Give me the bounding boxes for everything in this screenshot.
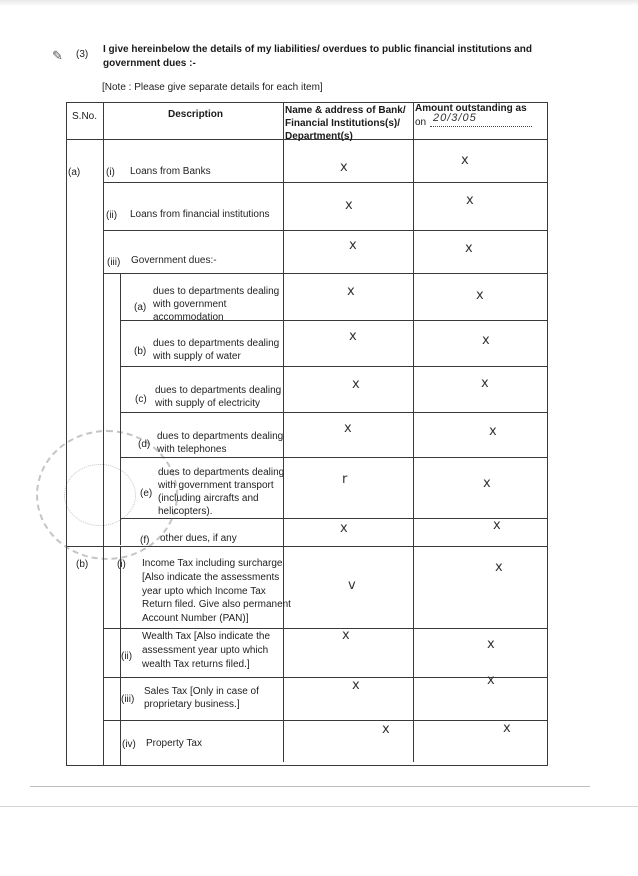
row-a-iii-f-number: (f) bbox=[140, 535, 150, 546]
heading-line1: I give hereinbelow the details of my liabilities/ overdues to public financial institutions and bbox=[103, 44, 532, 55]
row-a-iii-c-desc-line1: dues to departments dealing bbox=[155, 385, 282, 396]
row-b-i-desc-line4: Return filed. Give also permanent bbox=[142, 599, 291, 610]
amount-date-dotted-line bbox=[430, 125, 532, 127]
row-b-iii-amount-mark: x bbox=[487, 673, 495, 688]
row-b-ii-desc-line3: wealth Tax returns filed.] bbox=[142, 659, 250, 670]
row-a-iii-e-desc-line2: with government transport bbox=[158, 480, 274, 491]
row-a-iii-b-number: (b) bbox=[134, 346, 147, 357]
col-header-name-line2: Financial Institutions(s)/ bbox=[285, 118, 401, 129]
row-a-iii-d-number: (d) bbox=[138, 439, 151, 450]
row-a-iii-c-number: (c) bbox=[135, 394, 147, 405]
row-a-iii-c-desc-line2: with supply of electricity bbox=[155, 398, 261, 409]
section-number: (3) bbox=[76, 49, 89, 60]
row-b-ii-name-mark: x bbox=[342, 628, 350, 643]
col-header-amount-on: on bbox=[415, 117, 427, 128]
row-a-iii-number: (iii) bbox=[107, 257, 121, 268]
row-b-iv-number: (iv) bbox=[122, 739, 136, 750]
row-b-iv-amount-mark: x bbox=[503, 721, 511, 736]
row-b-iv-desc: Property Tax bbox=[146, 738, 202, 749]
row-a-i-amount-mark: x bbox=[461, 153, 469, 168]
heading-line2: government dues :- bbox=[103, 58, 196, 69]
row-a-ii-number: (ii) bbox=[106, 210, 118, 221]
row-a-ii-name-mark: x bbox=[345, 198, 353, 213]
row-b-ii-number: (ii) bbox=[121, 651, 133, 662]
section-b-label: (b) bbox=[76, 559, 89, 570]
row-a-iii-c-amount-mark: x bbox=[481, 376, 489, 391]
row-b-iii-desc-line2: proprietary business.] bbox=[144, 699, 240, 710]
row-a-iii-d-desc-line1: dues to departments dealing bbox=[157, 431, 284, 442]
row-a-iii-e-desc-line4: helicopters). bbox=[158, 506, 213, 517]
row-a-i-desc: Loans from Banks bbox=[130, 166, 211, 177]
row-a-iii-f-desc: other dues, if any bbox=[160, 533, 237, 544]
row-b-ii-desc-line1: Wealth Tax [Also indicate the bbox=[142, 631, 271, 642]
row-a-iii-e-amount-mark: x bbox=[483, 476, 491, 491]
row-a-iii-b-name-mark: x bbox=[349, 329, 357, 344]
row-b-iii-number: (iii) bbox=[121, 694, 135, 705]
row-a-iii-b-desc-line2: with supply of water bbox=[153, 351, 241, 362]
row-a-i-number: (i) bbox=[106, 167, 115, 178]
row-a-iii-a-desc-line2: with government bbox=[153, 299, 227, 310]
official-seal-stamp-inner bbox=[64, 464, 136, 526]
row-a-iii-d-name-mark: x bbox=[344, 421, 352, 436]
row-a-ii-amount-mark: x bbox=[466, 193, 474, 208]
row-b-iv-name-mark: x bbox=[382, 722, 390, 737]
row-b-i-desc-line5: Account Number (PAN)] bbox=[142, 613, 249, 624]
pen-mark-icon: ✎ bbox=[52, 48, 63, 63]
row-a-iii-e-desc-line3: (including aircrafts and bbox=[158, 493, 259, 504]
row-a-iii-a-desc-line3: accommodation bbox=[153, 312, 224, 323]
scan-rule bbox=[0, 806, 638, 807]
col-header-name-line1: Name & address of Bank/ bbox=[285, 105, 406, 116]
row-b-i-name-mark: v bbox=[348, 578, 356, 593]
row-b-i-number: (i) bbox=[117, 559, 126, 570]
row-b-i-amount-mark: x bbox=[495, 560, 503, 575]
row-a-iii-a-number: (a) bbox=[134, 302, 147, 313]
row-a-iii-name-mark: x bbox=[349, 238, 357, 253]
col-header-name-line3: Department(s) bbox=[285, 131, 353, 142]
amount-date-handwritten: 20/3/05 bbox=[433, 112, 477, 124]
row-b-i-desc-line2: [Also indicate the assessments bbox=[142, 572, 280, 583]
section-a-label: (a) bbox=[68, 167, 81, 178]
scan-edge bbox=[0, 0, 638, 6]
scan-rule bbox=[30, 786, 590, 787]
col-header-amount-line1: Amount outstanding as bbox=[415, 103, 527, 114]
row-b-iii-name-mark: x bbox=[352, 678, 360, 693]
row-a-iii-e-name-mark: r bbox=[342, 472, 348, 487]
col-header-sno: S.No. bbox=[72, 111, 98, 122]
row-a-iii-e-number: (e) bbox=[140, 488, 153, 499]
col-header-description: Description bbox=[168, 109, 224, 120]
row-a-iii-a-amount-mark: x bbox=[476, 288, 484, 303]
row-a-iii-d-desc-line2: with telephones bbox=[157, 444, 227, 455]
row-a-iii-desc: Government dues:- bbox=[131, 255, 217, 266]
row-a-iii-f-amount-mark: x bbox=[493, 518, 501, 533]
row-b-i-desc-line1: Income Tax including surcharge bbox=[142, 558, 283, 569]
row-a-ii-desc: Loans from financial institutions bbox=[130, 209, 270, 220]
row-a-iii-a-desc-line1: dues to departments dealing bbox=[153, 286, 280, 297]
row-a-iii-b-amount-mark: x bbox=[482, 333, 490, 348]
row-a-iii-a-name-mark: x bbox=[347, 284, 355, 299]
row-a-iii-e-desc-line1: dues to departments dealing bbox=[158, 467, 285, 478]
row-a-iii-f-name-mark: x bbox=[340, 521, 348, 536]
row-b-iii-desc-line1: Sales Tax [Only in case of bbox=[144, 686, 259, 697]
row-a-iii-b-desc-line1: dues to departments dealing bbox=[153, 338, 280, 349]
row-b-i-desc-line3: year upto which Income Tax bbox=[142, 586, 266, 597]
row-b-ii-desc-line2: assessment year upto which bbox=[142, 645, 269, 656]
row-b-ii-amount-mark: x bbox=[487, 637, 495, 652]
note-text: [Note : Please give separate details for each item] bbox=[102, 82, 323, 93]
row-a-iii-c-name-mark: x bbox=[352, 377, 360, 392]
row-a-iii-amount-mark: x bbox=[465, 241, 473, 256]
row-a-i-name-mark: x bbox=[340, 160, 348, 175]
row-a-iii-d-amount-mark: x bbox=[489, 424, 497, 439]
